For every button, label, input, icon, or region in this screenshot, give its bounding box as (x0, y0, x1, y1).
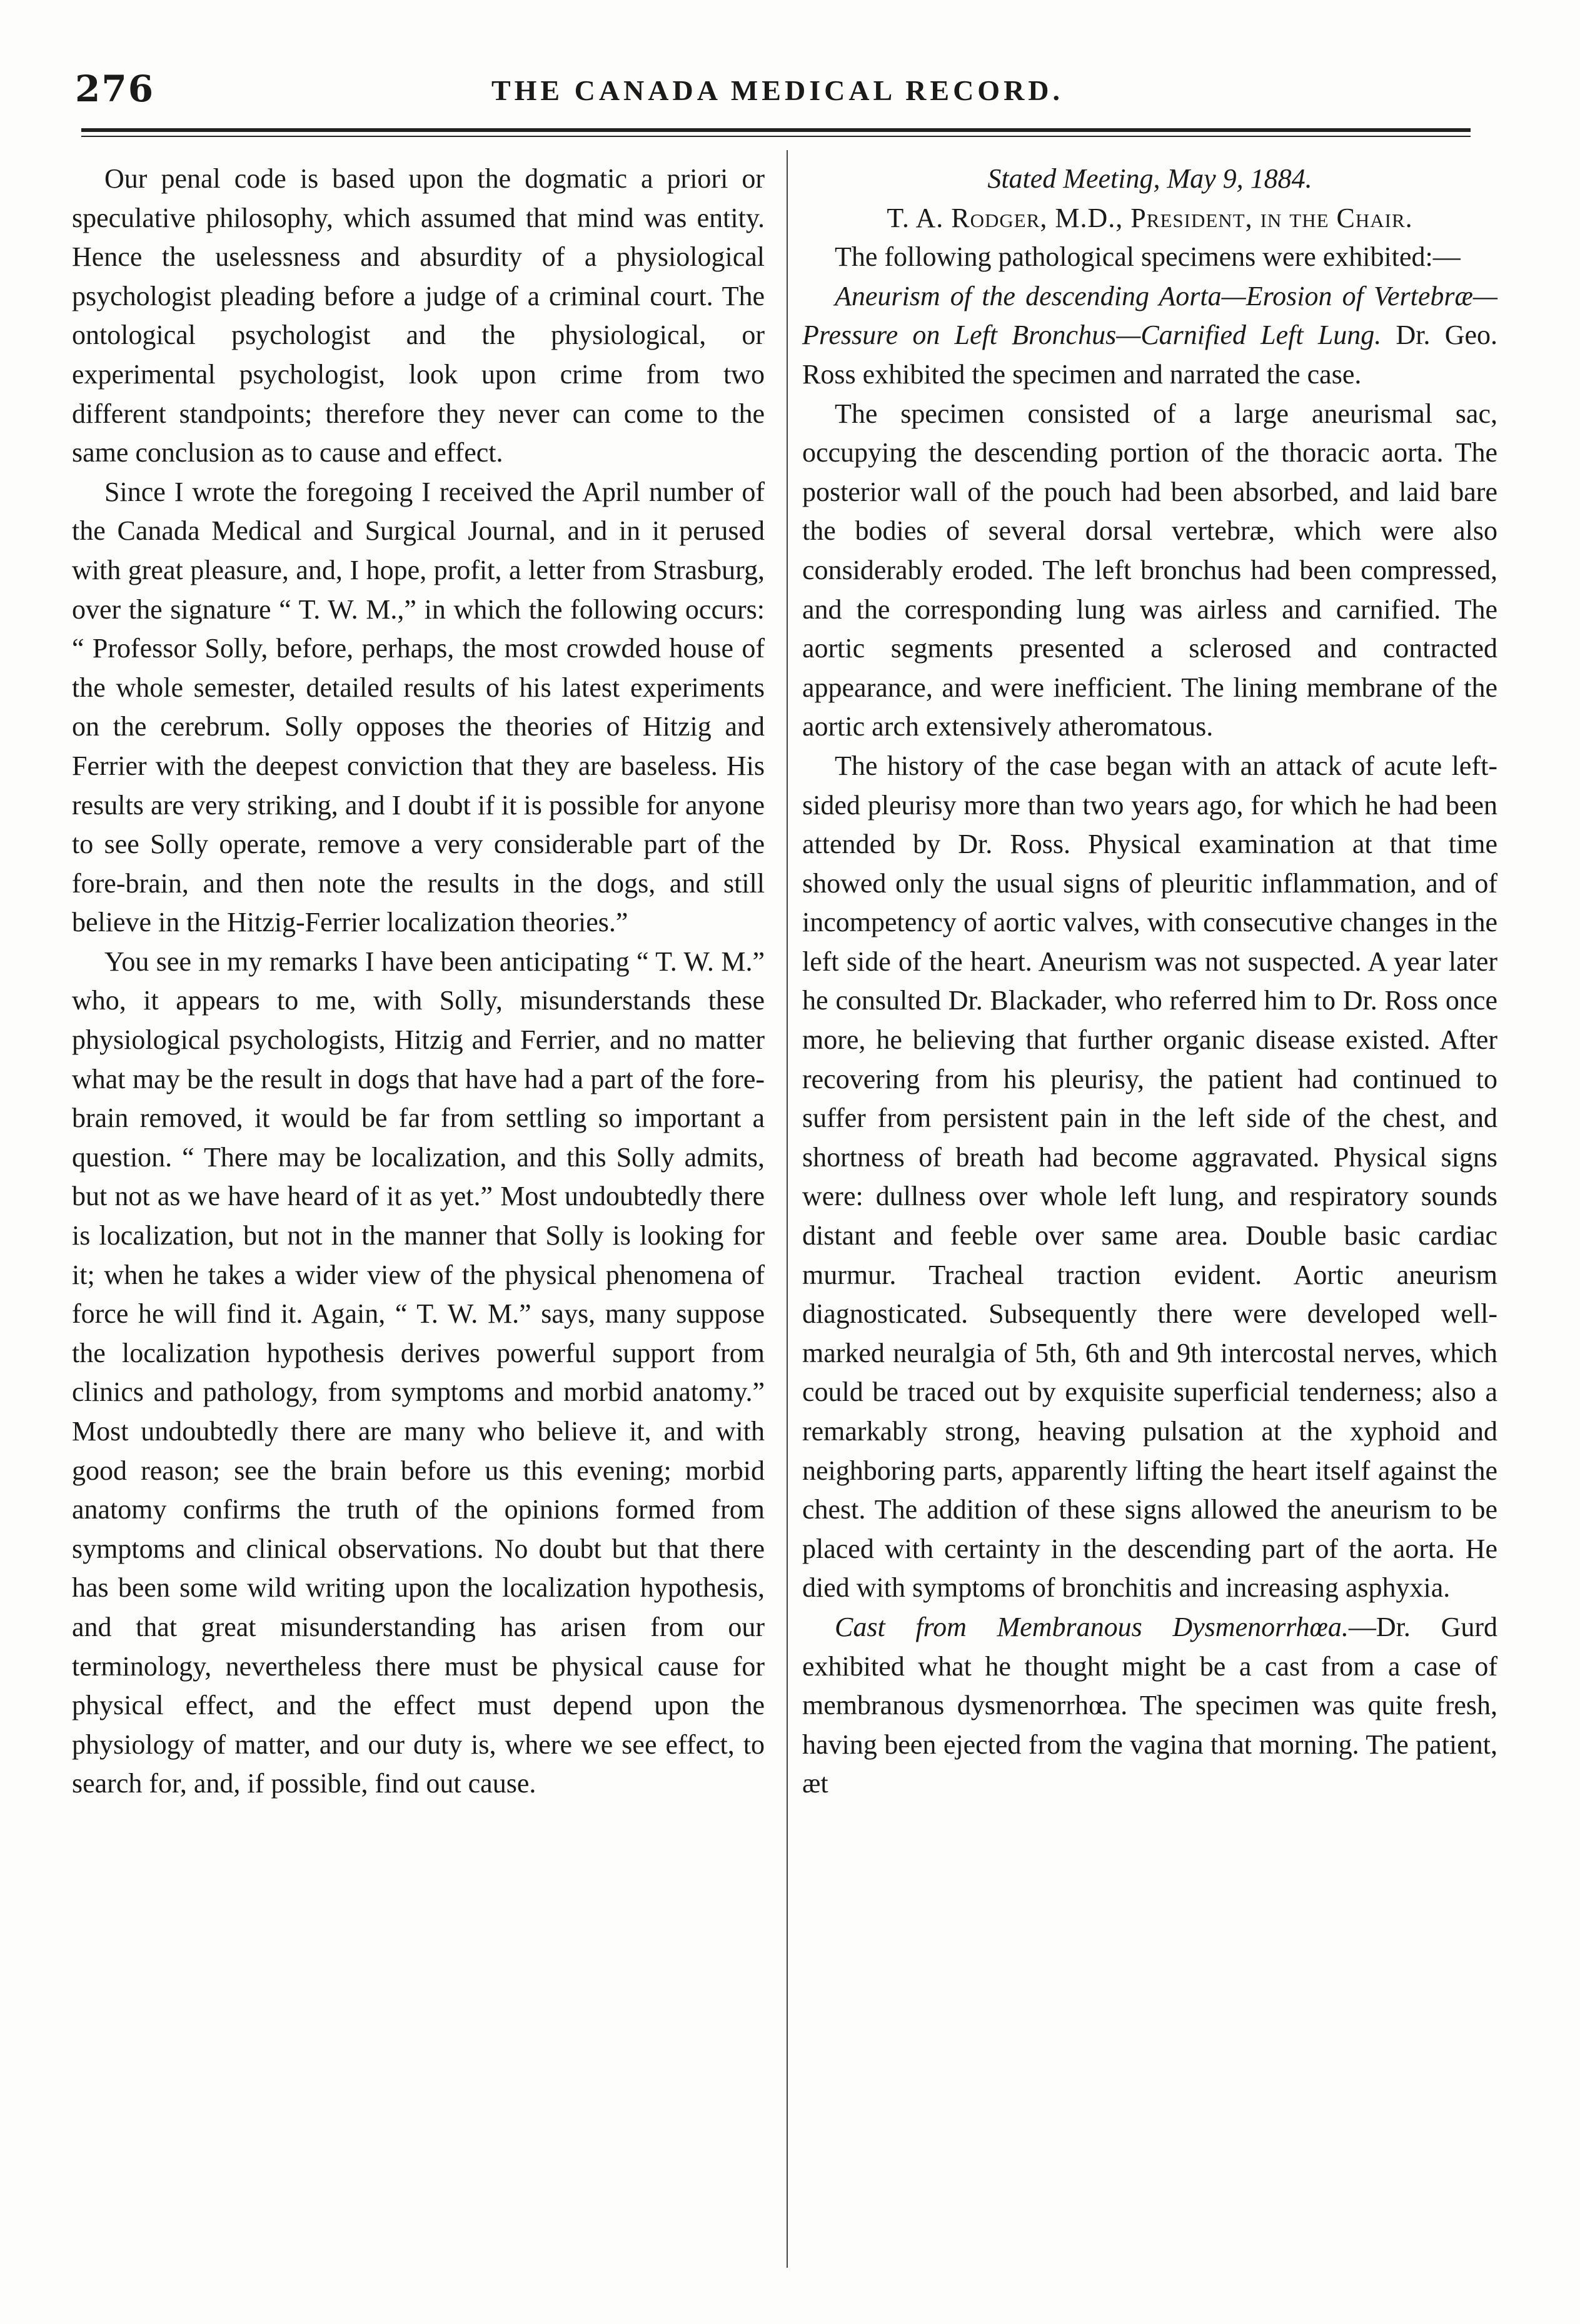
page-header (75, 68, 1480, 111)
right-column (802, 159, 1497, 1804)
chair-line: T. A. Rodger, M.D., President, in the Chair. (887, 202, 1413, 233)
page-number: 276 (75, 68, 155, 110)
paragraph: Our penal code is based upon the dogmatic a priori or speculative philosophy, which assumed that mind was entity. Hence the uselessness and absurdity of a physiological psychologist pleading before a judge of a criminal court. The ontological psychologist and the physiological, or experimental psychologist, look upon crime from two different standpoints; therefore they never can come to the same conclusion as to cause and effect. (72, 163, 765, 468)
case-title: Aneurism of the descending Aorta—Erosion of Vertebræ—Pressure on Left Bronchus—Carnified Left Lung. (802, 280, 1497, 351)
case-paragraph (802, 1608, 1497, 1804)
case-intro: Dr. Geo. Ross exhibited the specimen and narrated the case. (802, 320, 1497, 390)
paragraph: The specimen consisted of a large aneurismal sac, occupying the descending portion of the thoracic aorta. The posterior wall of the pouch had been absorbed, and laid bare the bodies of several dorsal vertebræ, which were also considerably eroded. The left bronchus had been compressed, and the corresponding lung was airless and carnified. The aortic segments presented a sclerosed and contracted appearance, and were inefficient. The lining membrane of the aortic arch extensively atheromatous. (802, 398, 1497, 742)
paragraph: The following pathological specimens were exhibited:— (835, 241, 1461, 273)
header-rule-thick (81, 128, 1471, 132)
left-column (72, 159, 765, 1804)
case-title: Cast from Membranous Dysmenorrhœa. (835, 1611, 1349, 1642)
case-text: —Dr. Gurd exhibited what he thought might be a cast from a case of membranous dysmenorrhœa. The specimen was quite fresh, having been ejected from the vagina that morning. The patient, æt (802, 1611, 1497, 1799)
meeting-heading: Stated Meeting, May 9, 1884. (987, 163, 1312, 194)
paragraph: The history of the case began with an attack of acute left-sided pleurisy more than two years ago, for which he had been attended by Dr. Ross. Physical examination at that time showed only the usual signs of pleuritic inflammation, and of incompetency of aortic valves, with consecutive changes in the left side of the heart. Aneurism was not suspected. A year later he consulted Dr. Blackader, who referred him to Dr. Ross once more, he believing that further organic disease existed. After recovering from his pleurisy, the patient had continued to suffer from persistent pain in the left side of the chest, and shortness of breath had become aggravated. Physical signs were: dullness over whole left lung, and respiratory sounds distant and feeble over same area. Double basic cardiac murmur. Tracheal traction evident. Aortic aneurism diagnosticated. Subsequently there were developed well-marked neuralgia of 5th, 6th and 9th intercostal nerves, which could be traced out by exquisite superficial tenderness; also a remarkably strong, heaving pulsation at the xyphoid and neighboring parts, apparently lifting the heart itself against the chest. The addition of these signs allowed the aneurism to be placed with certainty in the descending part of the aorta. He died with symptoms of bronchitis and increasing asphyxia. (802, 750, 1497, 1604)
column-divider (787, 150, 788, 2268)
header-rule-thin (81, 136, 1471, 137)
paragraph: Since I wrote the foregoing I received the April number of the Canada Medical and Surgical Journal, and in it perused with great pleasure, and, I hope, profit, a letter from Strasburg, over the signature “ T. W. M.,” in which the following occurs: “ Professor Solly, before, perhaps, the most crowded house of the whole semester, detailed results of his latest experiments on the cerebrum. Solly opposes the theories of Hitzig and Ferrier with the deepest conviction that they are baseless. His results are very striking, and I doubt if it is possible for anyone to see Solly operate, remove a very considerable part of the fore-brain, and then note the results in the dogs, and still believe in the Hitzig-Ferrier localization theories.” (72, 476, 765, 938)
paragraph: You see in my remarks I have been anticipating “ T. W. M.” who, it appears to me, with Solly, misunderstands these physiological psychologists, Hitzig and Ferrier, and no matter what may be the result in dogs that have had a part of the fore-brain removed, it would be far from settling so important a question. “ There may be localization, and this Solly admits, but not as we have heard of it as yet.” Most undoubtedly there is localization, but not in the manner that Solly is looking for it; when he takes a wider view of the physical phenomena of force he will find it. Again, “ T. W. M.” says, many suppose the localization hypothesis derives powerful support from clinics and pathology, from symptoms and morbid anatomy.” Most undoubtedly there are many who believe it, and with good reason; see the brain before us this evening; morbid anatomy confirms the truth of the opinions formed from symptoms and clinical observations. No doubt but that there has been some wild writing upon the localization hypothesis, and that great misunderstanding has arisen from our terminology, nevertheless there must be physical cause for physical effect, and the effect must depend upon the physiology of matter, and our duty is, where we see effect, to search for, and, if possible, find out cause. (72, 946, 765, 1799)
running-head: THE CANADA MEDICAL RECORD. (491, 74, 1064, 106)
case-paragraph (802, 277, 1497, 395)
